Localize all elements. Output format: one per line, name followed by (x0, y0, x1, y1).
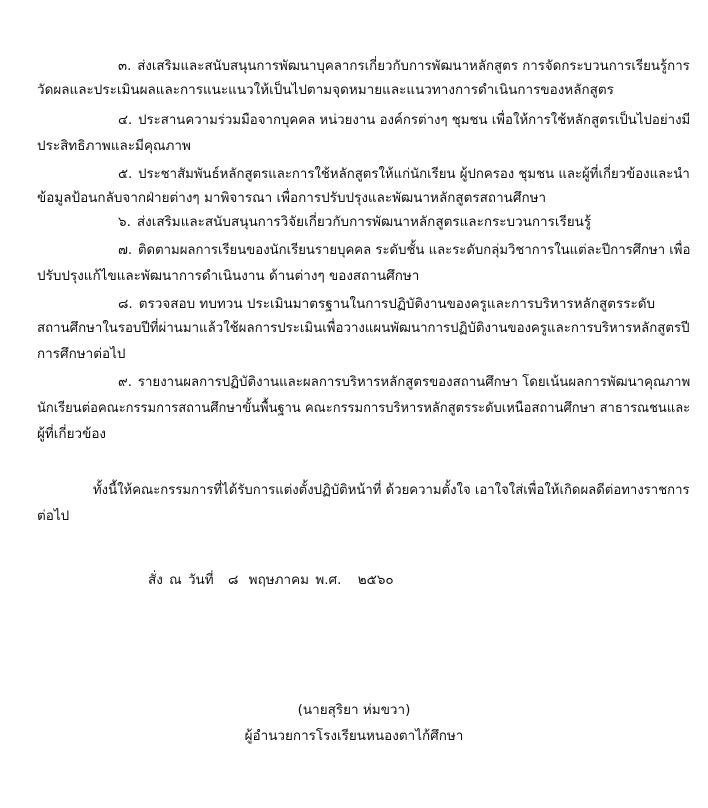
item-3-text: ส่งเสริมและสนับสนุนการพัฒนาบุคลากรเกี่ยวกับการพัฒนาหลักสูตร การจัดกระบวนการเรียนรู้การ (137, 58, 690, 74)
item-8-continuation-1: สถานศึกษาในรอบปีที่ผ่านมาแล้วใช้ผลการประเมินเพื่อวางแผนพัฒนาการปฏิบัติงานของครูและการบริหารหลักสูตรปี (37, 320, 690, 336)
item-3-first-line (118, 56, 690, 76)
order-date (148, 570, 394, 590)
signatory-position: ผู้อำนวยการโรงเรียนหนองตาไก้ศึกษา (244, 728, 464, 744)
item-7-number: ๗. (118, 242, 133, 258)
item-6-number: ๖. (118, 214, 131, 230)
order-date-year: ๒๕๖๐ (357, 572, 394, 588)
order-date-month: พฤษภาคม (248, 572, 310, 588)
item-3-continuation: วัดผลและประเมินผลและการแนะแนวให้เป็นไปตามจุดหมายและแนวทางการดำเนินการของหลักสูตร (37, 82, 614, 98)
item-9-continuation-2: ผู้ที่เกี่ยวข้อง (37, 426, 107, 442)
item-7-continuation: ปรับปรุงแก้ไขและพัฒนาการดำเนินงาน ด้านต่างๆ ของสถานศึกษา (37, 268, 420, 284)
item-9-continuation-1: นักเรียนต่อคณะกรรมการสถานศึกษาขั้นพื้นฐาน คณะกรรมการบริหารหลักสูตรระดับเหนือสถานศึกษา สาธารณชนและ (37, 400, 691, 416)
item-4-number: ๔. (118, 112, 133, 128)
item-4-text: ประสานความร่วมมือจากบุคคล หน่วยงาน องค์กรต่างๆ ชุมชน เพื่อให้การใช้หลักสูตรเป็นไปอย่างมี (138, 112, 691, 128)
item-9-number: ๙. (118, 374, 132, 390)
closing-continuation: ต่อไป (37, 508, 70, 524)
item-8-number: ๘. (118, 296, 133, 312)
item-9-first-line (118, 372, 690, 392)
order-date-era: พ.ศ. (315, 572, 342, 588)
item-5-number: ๕. (118, 166, 133, 182)
order-date-prefix: สั่ง ณ วันที่ (148, 572, 214, 588)
closing-first-line: ทั้งนี้ให้คณะกรรมการที่ได้รับการแต่งตั้งปฏิบัติหน้าที่ ด้วยความตั้งใจ เอาใจใส่เพื่อให้เกิดผลดีต่อทางราชการ (93, 482, 690, 498)
item-8-first-line (118, 294, 655, 314)
item-5-first-line (118, 164, 690, 184)
signatory-name: (นายสุริยา ห่มขวา) (297, 702, 411, 718)
item-5-continuation: ข้อมูลป้อนกลับจากฝ่ายต่างๆ มาพิจารณา เพื่อการปรับปรุงและพัฒนาหลักสูตรสถานศึกษา (37, 190, 547, 206)
item-3-number: ๓. (118, 58, 132, 74)
order-date-day: ๘ (227, 572, 239, 588)
item-6-first-line (118, 212, 591, 232)
item-4-continuation: ประสิทธิภาพและมีคุณภาพ (37, 138, 191, 154)
item-8-text: ตรวจสอบ ทบทวน ประเมินมาตรฐานในการปฏิบัติงานของครูและการบริหารหลักสูตรระดับ (138, 296, 656, 312)
item-8-continuation-2: การศึกษาต่อไป (37, 346, 126, 362)
item-9-text: รายงานผลการปฏิบัติงานและผลการบริหารหลักสูตรของสถานศึกษา โดยเน้นผลการพัฒนาคุณภาพ (137, 374, 691, 390)
item-6-text: ส่งเสริมและสนับสนุนการวิจัยเกี่ยวกับการพัฒนาหลักสูตรและกระบวนการเรียนรู้ (136, 214, 592, 230)
item-5-text: ประชาสัมพันธ์หลักสูตรและการใช้หลักสูตรให้แก่นักเรียน ผู้ปกครอง ชุมชน และผู้ที่เกี่ยวข้องและนำ (138, 166, 690, 182)
item-7-first-line (118, 240, 690, 260)
item-7-text: ติดตามผลการเรียนของนักเรียนรายบุคคล ระดับชั้น และระดับกลุ่มวิชาการในแต่ละปีการศึกษา เพื่อ (137, 242, 691, 258)
item-4-first-line (118, 110, 690, 130)
